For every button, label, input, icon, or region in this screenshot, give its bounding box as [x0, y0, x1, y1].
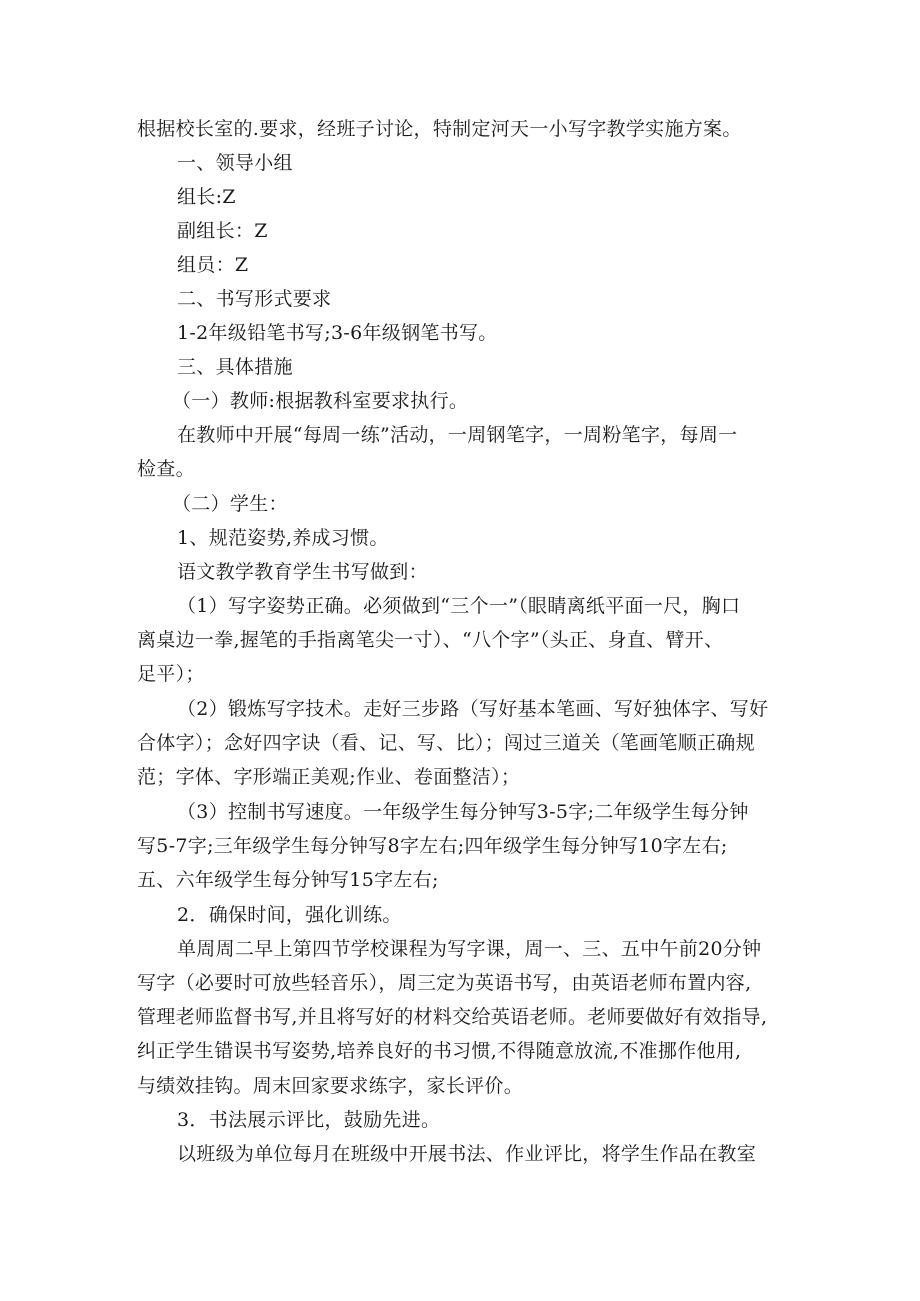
- writing-requirement-text: 1-2年级铅笔书写;3-6年级钢笔书写。: [177, 322, 498, 344]
- posture-line-3: 足平）；: [137, 663, 205, 685]
- technique-line-3: 范；字体、字形端正美观;作业、卷面整洁）；: [137, 766, 521, 788]
- schedule-line-4: 纠正学生错误书写姿势,培养良好的书习惯,不得随意放流,不准挪作他用,: [137, 1040, 742, 1062]
- item-3-heading: 3．书法展示评比，鼓励先进。: [177, 1109, 441, 1131]
- heading-leadership-group: 一、领导小组: [177, 152, 293, 174]
- teachers-paragraph-line-1: 在教师中开展“每周一练”活动，一周钢笔字，一周粉笔字，每周一: [177, 424, 738, 446]
- speed-line-2: 写5-7字;三年级学生每分钟写8字左右;四年级学生每分钟写10字左右;: [137, 835, 728, 857]
- speed-line-1: （3）控制书写速度。一年级学生每分钟写3-5字;二年级学生每分钟: [177, 801, 749, 823]
- technique-line-1: （2）锻炼写字技术。走好三步路（写好基本笔画、写好独体字、写好: [177, 698, 769, 720]
- item-2-heading: 2．确保时间，强化训练。: [177, 904, 402, 926]
- posture-line-1: （1）写字姿势正确。必须做到“三个一”（眼睛离纸平面一尺，胸口: [177, 595, 741, 617]
- teachers-paragraph-line-2: 检查。: [137, 458, 195, 480]
- exhibition-line-1: 以班级为单位每月在班级中开展书法、作业评比，将学生作品在教室: [177, 1143, 757, 1165]
- heading-writing-requirements: 二、书写形式要求: [177, 288, 332, 310]
- paragraph-intro: 根据校长室的.要求，经班子讨论，特制定河天一小写字教学实施方案。: [137, 118, 742, 140]
- posture-line-2: 离桌边一拳,握笔的手指离笔尖一寸）、“八个字”（头正、身直、臂开、: [137, 629, 724, 651]
- speed-line-3: 五、六年级学生每分钟写15字左右;: [137, 869, 439, 891]
- group-members: 组员：Z: [177, 254, 249, 276]
- schedule-line-3: 管理老师监督书写,并且将写好的材料交给英语老师。老师要做好有效指导,: [137, 1006, 768, 1028]
- technique-line-2: 合体字）；念好四字诀（看、记、写、比）；闯过三道关（笔画笔顺正确规: [137, 732, 755, 754]
- deputy-group-leader: 副组长：Z: [177, 220, 268, 242]
- item-1-intro: 语文教学教育学生书写做到：: [177, 561, 428, 583]
- heading-specific-measures: 三、具体措施: [177, 356, 293, 378]
- schedule-line-2: 写字（必要时可放些轻音乐），周三定为英语书写，由英语老师布置内容,: [137, 972, 752, 994]
- item-1-heading: 1、规范姿势,养成习惯。: [177, 527, 389, 549]
- subheading-teachers: （一）教师:根据教科室要求执行。: [172, 390, 469, 412]
- subheading-students: （二）学生：: [172, 493, 288, 515]
- schedule-line-5: 与绩效挂钩。周末回家要求练字，家长评价。: [137, 1075, 524, 1097]
- schedule-line-1: 单周周二早上第四节学校课程为写字课，周一、三、五中午前20分钟: [177, 938, 762, 960]
- group-leader: 组长:Z: [177, 186, 236, 208]
